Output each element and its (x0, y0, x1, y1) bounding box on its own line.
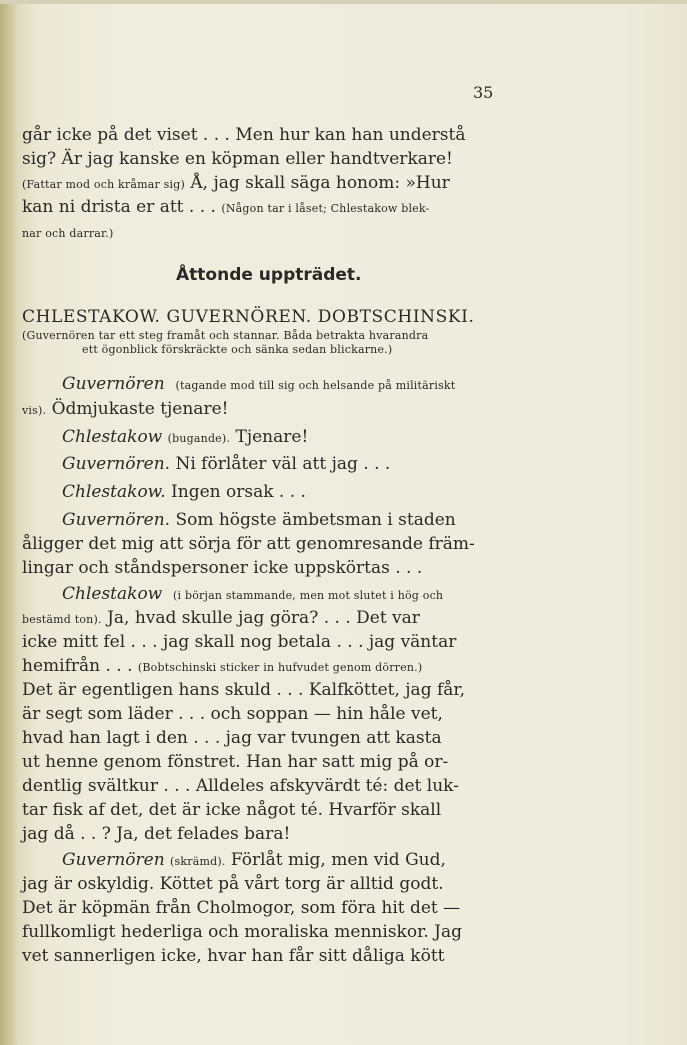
dialogue-line: Chlestakow. Ingen orsak . . . (62, 482, 306, 502)
dialogue-line: hvad han lagt i den . . . jag var tvungen att kasta (22, 728, 442, 748)
character-list: CHLESTAKOW. GUVERNÖREN. DOBTSCHINSKI. (22, 307, 475, 327)
dialogue-line: Det är köpmän från Cholmogor, som föra hit det — (22, 898, 461, 918)
dialogue-line: icke mitt fel . . . jag skall nog betala . . . jag väntar (22, 632, 457, 652)
dialogue-line: hemifrån . . . (Bobtschinski sticker in hufvudet genom dörren.) (22, 656, 423, 676)
speaker-name: Guvernören. (62, 510, 171, 530)
dialogue-line: Chlestakow (bugande). Tjenare! (62, 427, 309, 447)
dialogue-line: fullkomligt hederliga och moraliska menniskor. Jag (22, 922, 462, 942)
dialogue-line: ut henne genom fönstret. Han har satt mig på or- (22, 752, 449, 772)
text-line: går icke på det viset . . . Men hur kan han understå (22, 125, 466, 145)
dialogue-line: bestämd ton). Ja, hvad skulle jag göra? . . . Det var (22, 608, 420, 628)
text-line: nar och darrar.) (22, 227, 114, 240)
page-gutter-shadow (0, 0, 18, 1045)
dialogue-line: Det är egentligen hans skuld . . . Kalfköttet, jag får, (22, 680, 466, 700)
stage-direction: (Guvernören tar ett steg framåt och stannar. Båda betrakta hvarandra (22, 329, 429, 342)
dialogue-line: dentlig svältkur . . . Alldeles afskyvärdt té: det luk- (22, 776, 459, 796)
dialogue-line: är segt som läder . . . och soppan — hin håle vet, (22, 704, 443, 724)
speaker-name: Chlestakow (62, 584, 163, 604)
page-top-edge (0, 0, 687, 4)
scene-heading: Åttonde uppträdet. (176, 265, 362, 285)
dialogue-line: jag då . . ? Ja, det felades bara! (22, 824, 291, 844)
dialogue-line: tar fisk af det, det är icke något té. Hvarför skall (22, 800, 442, 820)
dialogue-line: Guvernören (tagande mod till sig och helsande på militäriskt (62, 374, 456, 394)
speaker-name: Chlestakow (62, 427, 163, 447)
dialogue-line: åligger det mig att sörja för att genomresande främ- (22, 534, 475, 554)
text-line: (Fattar mod och kråmar sig) Å, jag skall säga honom: »Hur (22, 173, 450, 193)
speaker-name: Chlestakow. (62, 482, 166, 502)
stage-direction: ett ögonblick förskräckte och sänka sedan blickarne.) (82, 343, 393, 356)
dialogue-line: Guvernören (skrämd). Förlåt mig, men vid Gud, (62, 850, 446, 870)
dialogue-line: lingar och ståndspersoner icke uppskörtas . . . (22, 558, 423, 578)
dialogue-line: Chlestakow (i början stammande, men mot slutet i hög och (62, 584, 444, 604)
speaker-name: Guvernören (62, 850, 165, 870)
dialogue-line: Guvernören. Ni förlåter väl att jag . . . (62, 454, 391, 474)
speaker-name: Guvernören. (62, 454, 171, 474)
dialogue-line: vet sannerligen icke, hvar han får sitt dåliga kött (22, 946, 445, 966)
page-number: 35 (473, 83, 494, 102)
dialogue-line: jag är oskyldig. Köttet på vårt torg är alltid godt. (22, 874, 444, 894)
speaker-name: Guvernören (62, 374, 165, 394)
text-line: sig? Är jag kanske en köpman eller handtverkare! (22, 149, 453, 169)
dialogue-line: Guvernören. Som högste ämbetsman i staden (62, 510, 456, 530)
text-line: kan ni drista er att . . . (Någon tar i låset; Chlestakow blek- (22, 197, 430, 217)
dialogue-line: vis). Ödmjukaste tjenare! (22, 399, 229, 419)
